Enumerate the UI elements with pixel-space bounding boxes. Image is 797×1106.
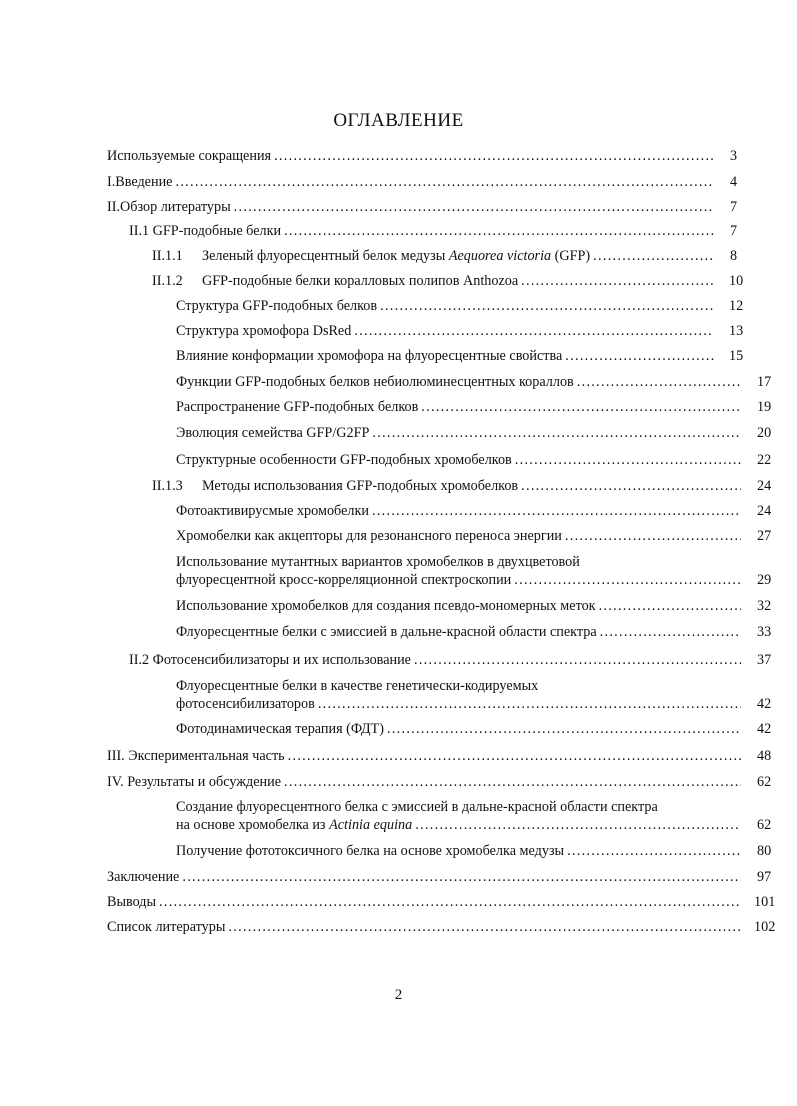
toc-page-number: 48 (757, 748, 772, 764)
toc-entry[interactable]: Флуоресцентные белки с эмиссией в дальне-красной области спектра ..... (176, 623, 744, 641)
toc-entry[interactable]: Использование хромобелков для создания псевдо-мономерных меток ..... (176, 597, 744, 615)
toc-page-number: 20 (757, 425, 772, 441)
toc-page-number: 62 (757, 774, 772, 790)
toc-section-number: II.1.3 (152, 478, 183, 494)
toc-page-number: 29 (757, 572, 772, 588)
toc-page-number: 62 (757, 817, 772, 833)
toc-page-number: 13 (729, 323, 744, 339)
toc-page-number: 12 (729, 298, 744, 314)
toc-page-number: 42 (757, 721, 772, 737)
page-title: ОГЛАВЛЕНИЕ (333, 110, 464, 131)
toc-page-number: 7 (730, 199, 738, 215)
toc-entry[interactable]: Структура хромофора DsRed ..... (176, 322, 717, 340)
toc-entry[interactable]: Создание флуоресцентного белка с эмиссией в дальне-красной области спектра на основе хромобелка из Actinia equina ..... (176, 798, 744, 834)
toc-entry[interactable]: Выводы ..... (107, 893, 744, 911)
toc-section-number: II.1.2 (152, 273, 183, 289)
toc-page-number: 101 (754, 894, 776, 910)
toc-entry[interactable]: Влияние конформации хромофора на флуоресцентные свойства ..... (176, 347, 717, 365)
toc-entry[interactable]: Использование мутантных вариантов хромобелков в двухцветовой флуоресцентной кросс-корреляционной спектроскопии ..... (176, 553, 744, 589)
toc-page-number: 15 (729, 348, 744, 364)
toc-page-number: 19 (757, 399, 772, 415)
toc-page-number: 80 (757, 843, 772, 859)
toc-page-number: 27 (757, 528, 772, 544)
toc-page-number: 8 (730, 248, 738, 264)
toc-page-number: 24 (757, 503, 772, 519)
toc-entry[interactable]: Фотодинамическая терапия (ФДТ) ..... (176, 720, 744, 738)
toc-entry[interactable]: Структура GFP-подобных белков ..... (176, 297, 717, 315)
toc-entry[interactable]: II.2 Фотосенсибилизаторы и их использование ..... (129, 651, 744, 669)
toc-entry[interactable]: III. Экспериментальная часть ..... (107, 747, 744, 765)
toc-entry[interactable]: Флуоресцентные белки в качестве генетически-кодируемых фотосенсибилизаторов ..... (176, 677, 744, 713)
toc-entry[interactable]: Распространение GFP-подобных белков ..... (176, 398, 744, 416)
toc-entry[interactable]: II.1.3 Методы использования GFP-подобных хромобелков ..... (152, 477, 744, 495)
toc-entry[interactable]: Эволюция семейства GFP/G2FP ..... (176, 424, 744, 442)
toc-entry[interactable]: II.1.1 Зеленый флуоресцентный белок медузы Aequorea victoria (GFP) ..... (152, 247, 717, 265)
toc-entry[interactable]: Функции GFP-подобных белков небиолюминесцентных кораллов ..... (176, 373, 744, 391)
toc-page-number: 37 (757, 652, 772, 668)
toc-page-number: 7 (730, 223, 738, 239)
toc-page-number: 22 (757, 452, 772, 468)
toc-entry[interactable]: II.Обзор литературы ..... (107, 198, 717, 216)
toc-entry[interactable]: Структурные особенности GFP-подобных хромобелков ..... (176, 451, 744, 469)
toc-page-number: 97 (757, 869, 772, 885)
page-number: 2 (394, 987, 403, 1003)
toc-entry[interactable]: Фотоактивирусмые хромобелки ..... (176, 502, 744, 520)
toc-entry[interactable]: IV. Результаты и обсуждение ..... (107, 773, 744, 791)
toc-entry[interactable]: I.Введение ..... (107, 173, 717, 191)
toc-entry[interactable]: Список литературы ..... (107, 918, 744, 936)
toc-page-number: 3 (730, 148, 738, 164)
toc-page-number: 10 (729, 273, 744, 289)
toc-page-number: 24 (757, 478, 772, 494)
toc-page-number: 42 (757, 696, 772, 712)
toc-entry[interactable]: Получение фототоксичного белка на основе хромобелка медузы ..... (176, 842, 744, 860)
toc-page-number: 4 (730, 174, 738, 190)
toc-page-number: 102 (754, 919, 776, 935)
toc-entry[interactable]: Хромобелки как акцепторы для резонансного переноса энергии ..... (176, 527, 744, 545)
toc-entry[interactable]: Используемые сокращения ..... (107, 147, 717, 165)
toc-entry[interactable]: II.1.2 GFP-подобные белки коралловых полипов Anthozoa ..... (152, 272, 717, 290)
toc-page-number: 32 (757, 598, 772, 614)
toc-entry[interactable]: II.1 GFP-подобные белки ..... (129, 222, 717, 240)
toc-entry[interactable]: Заключение ..... (107, 868, 744, 886)
toc-page-number: 33 (757, 624, 772, 640)
toc-page-number: 17 (757, 374, 772, 390)
toc-section-number: II.1.1 (152, 248, 183, 264)
